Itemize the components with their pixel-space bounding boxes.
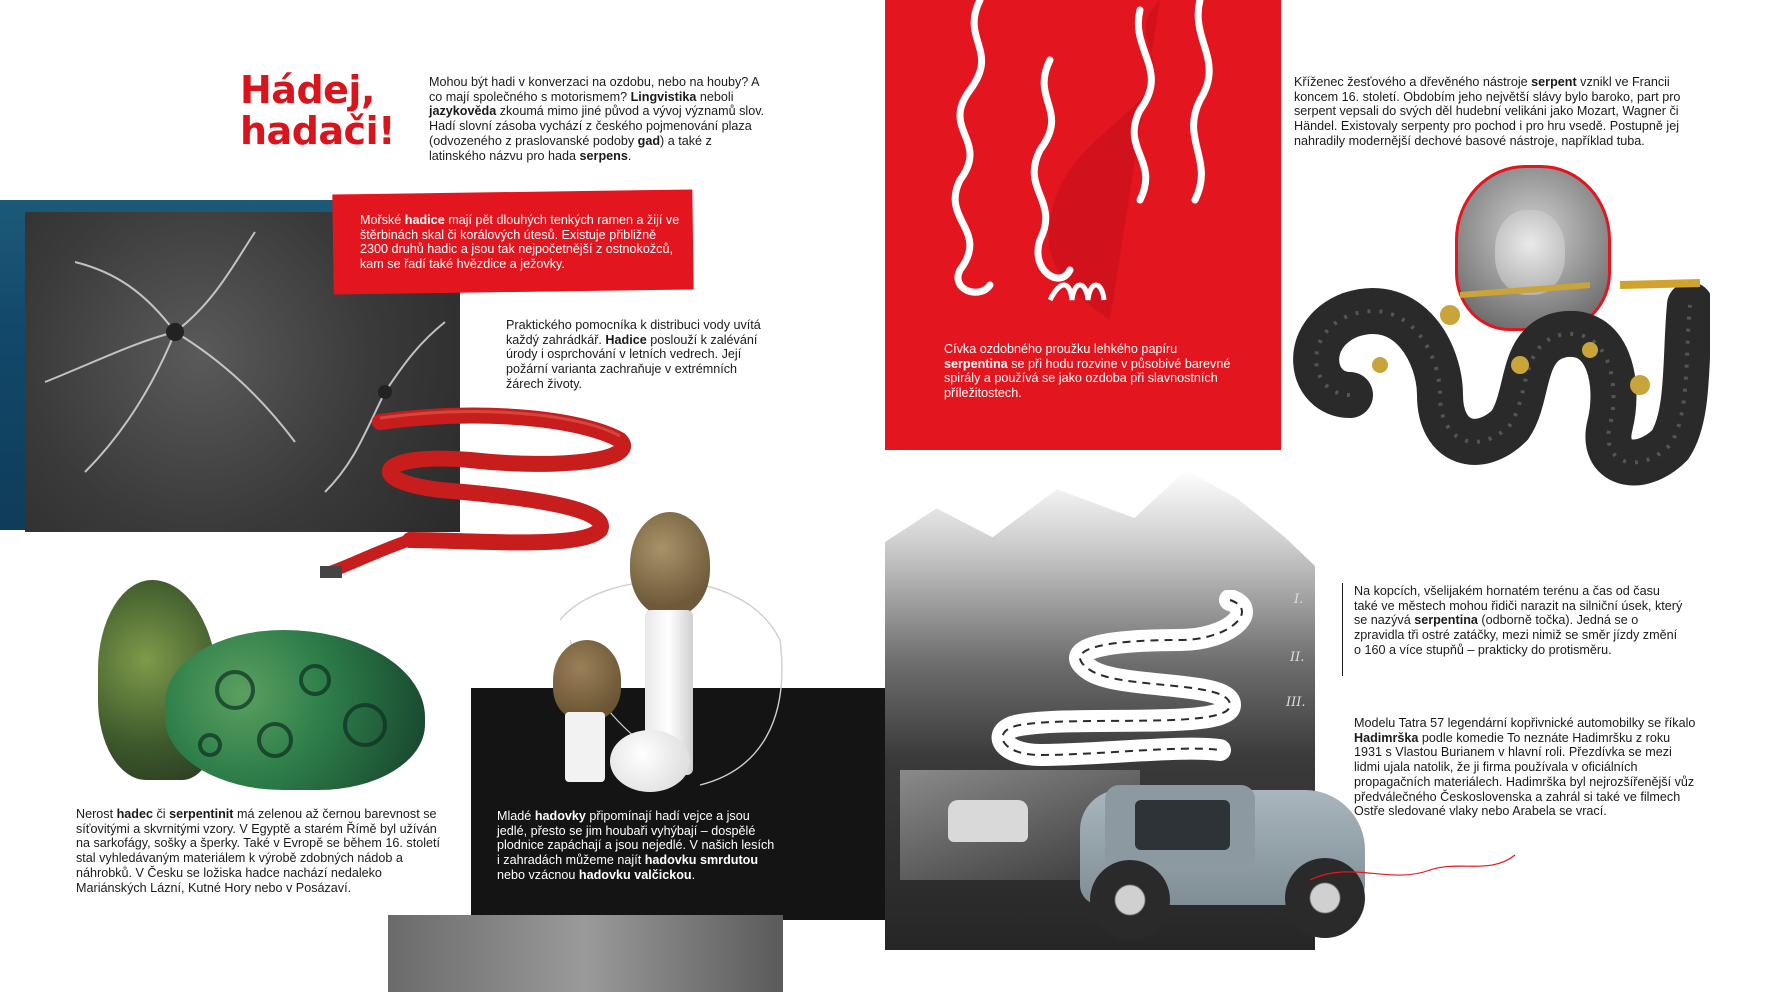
bold-term: Lingvistika [630, 89, 697, 104]
text-run: Cívka ozdobného proužku lehkého papíru [944, 342, 1178, 356]
tatra-car-window [1135, 800, 1230, 850]
hadimrska-text [1354, 716, 1699, 819]
bold-term: hadice [404, 213, 445, 227]
serpentina-road-text [1354, 584, 1684, 658]
bold-term: hadovku smrdutou [644, 853, 759, 868]
text-run: Nerost [76, 807, 117, 821]
text-run: zkoumá mimo jiné původ a vývoj významů slov. Hadí slovní zásoba vychází z českého pojmenování plaza (odvozeného z praslovanské podoby [429, 104, 765, 148]
bold-term: serpentina [944, 356, 1008, 371]
text-run: Mohou být hadi v konverzaci na ozdobu, nebo na houby? A co mají společného s motorismem? [429, 75, 759, 104]
morel-cap-large [630, 512, 710, 616]
text-run: Mořské [360, 213, 405, 227]
text-run: poslouží k zalévání úrody i osprchování v letních vedrech. Její požární varianta zachraňuje v extrémních žárech životy. [506, 332, 758, 391]
bold-term: serpens [579, 148, 628, 163]
bold-term: serpentinit [169, 807, 234, 821]
red-string-line [1310, 850, 1520, 890]
bold-term: serpent [1531, 75, 1577, 89]
page-title: Hádej, hadači! [240, 68, 395, 153]
text-run: připomínají hadí vejce a jsou jedlé, přesto se jim houbaři vyhýbají – dospělé plodnice zapáchají a jsou nejedlé. V našich lesích i zahradách můžeme najít [497, 809, 775, 868]
morel-cap-small [553, 640, 621, 720]
serpentinite-stone-green [165, 630, 425, 790]
bold-term: hadec [116, 807, 153, 821]
text-run: či [153, 807, 170, 821]
forest-photo-strip [388, 915, 783, 992]
text-run: Modelu Tatra 57 legendární kopřivnické automobilky se říkalo [1354, 716, 1696, 730]
bold-term: jazykověda [429, 104, 497, 119]
mushroom-stem-small [565, 712, 605, 782]
text-run: Praktického pomocníka k distribuci vody uvítá každý zahrádkář. [506, 318, 761, 347]
bold-term: hadovku valčickou [578, 867, 692, 882]
bold-term: serpentina [1414, 613, 1478, 628]
garden-hadice-text [506, 318, 776, 392]
bold-term: gad [637, 133, 661, 148]
hadovky-text [497, 809, 777, 883]
road-mark-3: III. [1286, 695, 1306, 710]
serpentine-road-illustration [980, 590, 1280, 770]
text-run: ) a také z latinského názvu pro hada [429, 133, 712, 163]
text-run: . [691, 867, 696, 882]
text-run: Kříženec žesťového a dřevěného nástroje [1294, 75, 1532, 89]
tatra-wheel-front [1090, 860, 1170, 940]
hadec-text [76, 807, 446, 895]
road-mark-1: I. [1294, 592, 1304, 607]
serpentina-paper-text [944, 342, 1244, 401]
text-run: (odborně točka). Jedná se o zpravidla tři ostré zatáčky, mezi nimiž se směr jízdy změní o 160 a více stupňů – prakticky do protisměru. [1354, 613, 1678, 657]
vertical-divider [1342, 583, 1343, 676]
road-mark-2: II. [1290, 650, 1305, 665]
text-run: se při hodu rozvine v působivé barevné spirály a používá se jako ozdoba při slavnostních příležitostech. [944, 356, 1231, 401]
hose-nozzle-icon [320, 566, 342, 578]
text-run: neboli [696, 89, 734, 104]
text-run: Na kopcích, všelijakém hornatém terénu a čas od času také ve městech mohou řidiči narazit na silniční úsek, který se nazývá [1354, 584, 1683, 628]
text-run: Mladé [497, 809, 535, 823]
serpent-instrument-illustration [1290, 255, 1710, 495]
text-run: má zelenou až černou barevnost se síťovitými a skvrnitými vzory. V Egyptě a starém Římě byl užíván na sarkofágy, sošky a šperky. Také v Evropě se během 16. století stal vyhledávaným materiálem k výrobě zdobných nádob a náhrobků. V Česku se ložiska hadce nachází nedaleko Mariánských Lázní, Kutné Hory nebo v Posázaví. [76, 807, 440, 895]
text-run: podle komedie To neznáte Hadimršku z roku 1931 s Vlastou Burianem v hlavní roli. Přezdívka se mezi lidmi ujala natolik, že ji firma používala v oficiálních propagačních materiálech. Hadimrška byl nejrozšířenější vůz předválečného Československa a zahrál si také ve filmech Ostře sledované vlaky nebo Arabela se vrací. [1354, 730, 1695, 819]
bold-term: Hadice [605, 332, 647, 347]
white-car [948, 800, 1028, 842]
text-run: . [627, 148, 632, 163]
bold-term: hadovky [534, 809, 586, 823]
sea-hadice-caption [360, 213, 680, 272]
mushroom-egg [610, 730, 690, 792]
intro-text [429, 75, 769, 163]
paper-streamer-illustration [940, 0, 1260, 330]
text-run: nebo vzácnou [497, 867, 579, 882]
bold-term: Hadimrška [1354, 730, 1419, 745]
text-run: mají pět dlouhých tenkých ramen a žijí ve štěrbinách skal či korálových útesů. Existuje přibližně 2300 druhů hadic a jsou tak nejpočetnější z ostnokožců, kam se řadí také hvězdice a ježovky. [360, 213, 680, 272]
text-run: vznikl ve Francii koncem 16. století. Obdobím jeho největší slávy bylo baroko, part pro serpent vepsali do svých děl hudební velikáni jako Mozart, Wagner či Händel. Existovaly serpenty pro pochod i pro hru vsedě. Postupně jej nahradily modernější dechové basové nástroje, například tuba. [1294, 75, 1681, 148]
serpent-instrument-text [1294, 75, 1704, 149]
